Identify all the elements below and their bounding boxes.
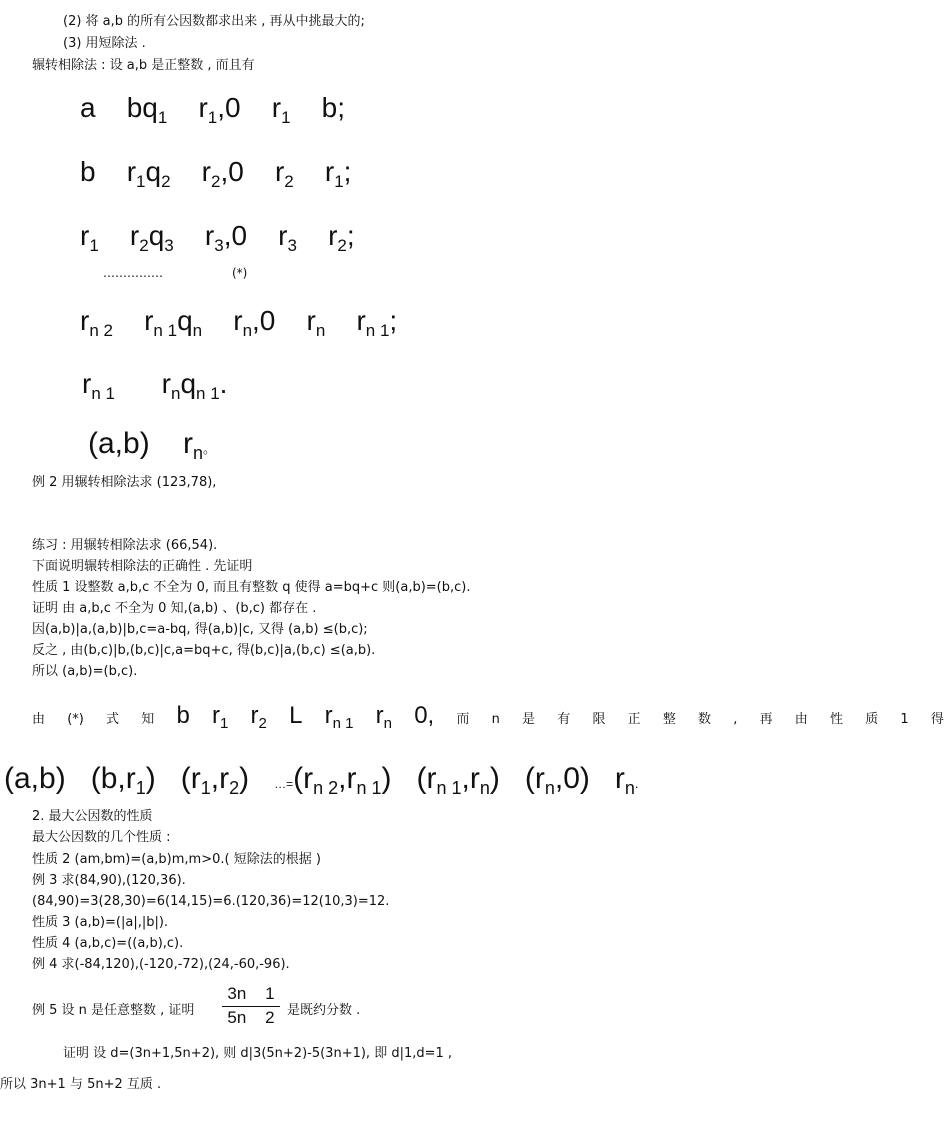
equation-3: $r_1$ $r_2q_3$ $r_3,0$ $r_3$ $r_2$;	[80, 220, 355, 255]
section-2-heading: 2. 最大公因数的性质	[32, 809, 153, 824]
equation-gcd-result: (a,b) $r_n$。	[88, 427, 217, 463]
fraction	[222, 984, 280, 1029]
proof-line-6: 所以 (a,b)=(b,c).	[32, 664, 138, 679]
proof-line-5: 反之 , 由(b,c)|b,(b,c)|c,a=bq+c, 得(b,c)|a,(b,c) ≤(a,b).	[32, 643, 376, 658]
proof-line-4: 因(a,b)|a,(a,b)|b,c=a-bq, 得(a,b)|c, 又得 (a,b) ≤(b,c);	[32, 622, 368, 637]
exercise: 练习 : 用辗转相除法求 (66,54).	[32, 538, 218, 553]
example-5-prefix: 例 5 设 n 是任意整数 , 证明	[32, 1003, 195, 1018]
section-2-line: 最大公因数的几个性质 :	[32, 830, 171, 845]
conclusion: 所以 3n+1 与 5n+2 互质 .	[0, 1077, 162, 1092]
example-5-suffix: 是既约分数 .	[287, 1003, 361, 1018]
fraction-numerator: 3n 1	[222, 984, 280, 1007]
section-2-line: (84,90)=3(28,30)=6(14,15)=6.(120,36)=12(10,3)=12.	[32, 894, 390, 909]
section-2-line: 性质 4 (a,b,c)=((a,b),c).	[32, 936, 184, 951]
section-2-line: 例 4 求(-84,120),(-120,-72),(24,-60,-96).	[32, 957, 290, 972]
method-3: (3) 用短除法 .	[63, 36, 146, 51]
section-2-line: 性质 2 (am,bm)=(a,b)m,m>0.( 短除法的根据 )	[32, 852, 321, 867]
proof-line-3: 证明 由 a,b,c 不全为 0 知,(a,b) 、(b,c) 都存在 .	[32, 601, 317, 616]
equation-2: b $r_1q_2$ $r_2,0$ $r_2$ $r_1$;	[80, 156, 352, 191]
proof-5: 证明 设 d=(3n+1,5n+2), 则 d|3(5n+2)-5(3n+1), 即 d|1,d=1 ,	[63, 1046, 453, 1061]
equation-5: $r_{n 1}$ $r_nq_{n 1}$.	[82, 368, 228, 403]
gcd-chain: (a,b) $(b,r_1)$ $(r_1,r_2)$ $\dots=(r_{n 2},r_{n 1})$ $(r_{n 1},r_n)$ $(r_n,0)$ $r_n$.	[4, 762, 639, 798]
proof-line-1: 下面说明辗转相除法的正确性 . 先证明	[32, 559, 253, 574]
proof-line-2: 性质 1 设整数 a,b,c 不全为 0, 而且有整数 q 使得 a=bq+c 则(a,b)=(b,c).	[32, 580, 471, 595]
section-2-line: 性质 3 (a,b)=(|a|,|b|).	[32, 915, 169, 930]
equation-1: a $bq_1$ $r_1,0$ $r_1$ b;	[80, 92, 346, 127]
ellipsis: ……………	[103, 266, 163, 280]
star-label: (*)	[232, 266, 248, 280]
euclid-intro: 辗转相除法 : 设 a,b 是正整数 , 而且有	[32, 58, 255, 73]
fraction-denominator: 5n 2	[227, 1008, 275, 1027]
example-2: 例 2 用辗转相除法求 (123,78),	[32, 475, 217, 490]
section-2-line: 例 3 求(84,90),(120,36).	[32, 873, 186, 888]
equation-4: $r_{n 2}$ $r_{n 1}q_n$ $r_n,0$ $r_n$ $r_{n 1}$;	[80, 305, 398, 340]
justified-inference-line: 由 (*) 式 知 b $r_1$ $r_2$ L $r_{n 1}$ $r_n$ 0, 而 n 是 有 限 正 整 数 , 再 由 性 质 1 得	[32, 702, 944, 732]
method-2: (2) 将 a,b 的所有公因数都求出来 , 再从中挑最大的;	[63, 14, 365, 29]
